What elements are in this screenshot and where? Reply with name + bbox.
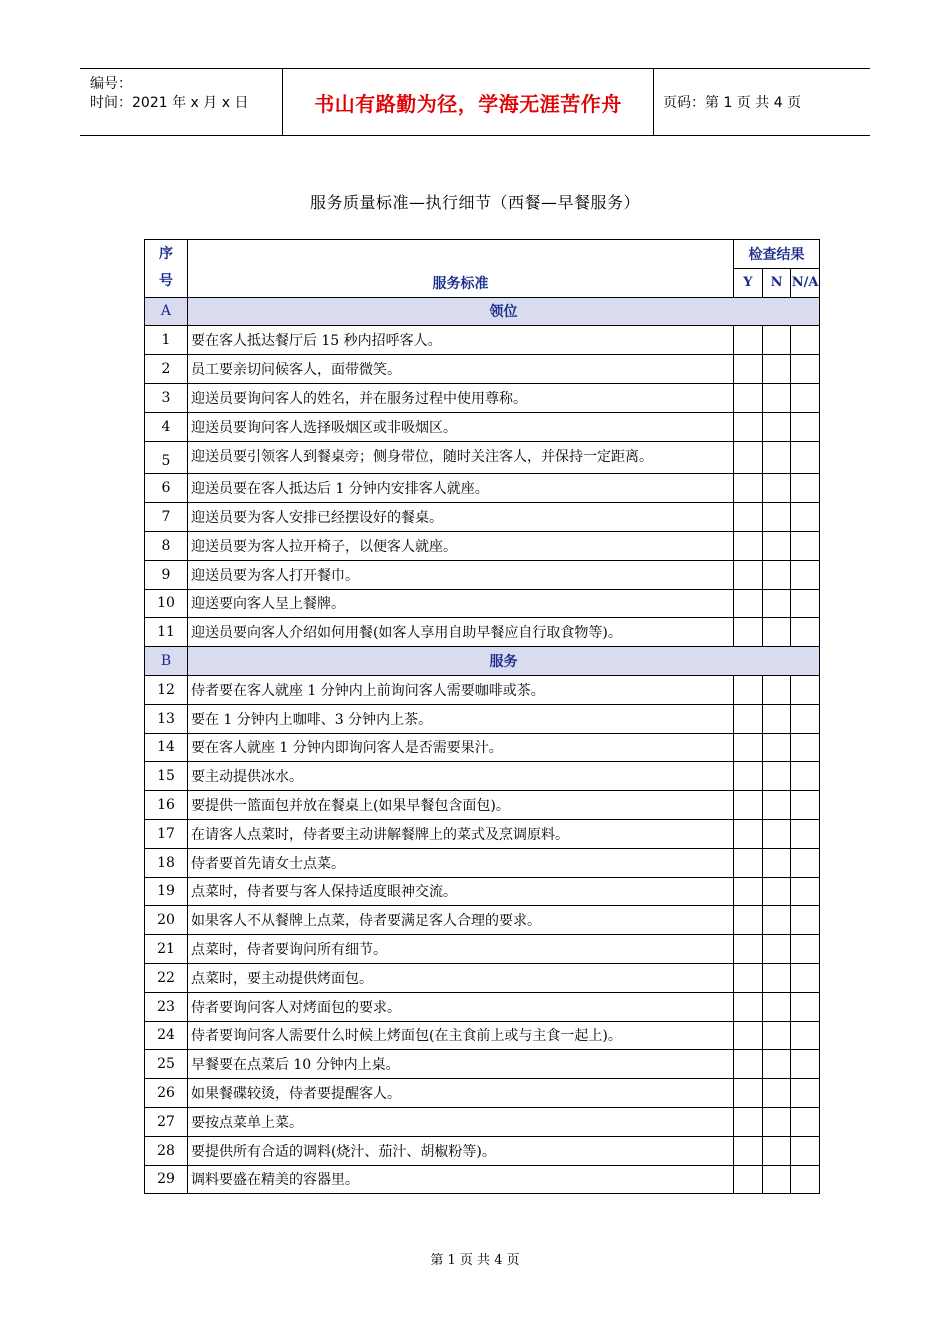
table-row <box>145 474 820 503</box>
row-standard-text: 如果餐碟较烫，侍者要提醒客人。 <box>187 1079 733 1108</box>
check-cell-na[interactable] <box>791 1107 820 1136</box>
check-cell-na[interactable] <box>791 1050 820 1079</box>
check-cell-n[interactable] <box>762 704 791 733</box>
row-number: 25 <box>145 1050 188 1079</box>
table-row <box>145 963 820 992</box>
row-number: 21 <box>145 935 188 964</box>
section-letter: B <box>145 647 188 676</box>
check-cell-na[interactable] <box>791 1136 820 1165</box>
check-cell-n[interactable] <box>762 848 791 877</box>
row-standard-text: 迎送员要为客人安排已经摆设好的餐桌。 <box>187 503 733 532</box>
row-standard-text: 迎送员要询问客人选择吸烟区或非吸烟区。 <box>187 412 733 441</box>
table-row <box>145 1079 820 1108</box>
table-row <box>145 1107 820 1136</box>
row-standard-text: 调料要盛在精美的容器里。 <box>187 1165 733 1194</box>
check-cell-y[interactable] <box>734 819 763 848</box>
table-row <box>145 1050 820 1079</box>
check-cell-n[interactable] <box>762 503 791 532</box>
date-label: 时间：2021 年 x 月 x 日 <box>90 95 249 111</box>
check-cell-y[interactable] <box>734 1136 763 1165</box>
header-n: N <box>762 268 791 297</box>
row-number: 6 <box>145 474 188 503</box>
row-number: 9 <box>145 560 188 589</box>
check-cell-na[interactable] <box>791 474 820 503</box>
row-standard-text: 要主动提供冰水。 <box>187 762 733 791</box>
table-row <box>145 412 820 441</box>
page-footer: 第 1 页 共 4 页 <box>430 1253 520 1268</box>
check-cell-na[interactable] <box>791 503 820 532</box>
table-header-row-1 <box>145 240 820 269</box>
table-row <box>145 355 820 384</box>
check-cell-y[interactable] <box>734 474 763 503</box>
check-cell-y[interactable] <box>734 704 763 733</box>
number-label: 编号： <box>90 76 132 92</box>
check-cell-n[interactable] <box>762 1050 791 1079</box>
check-cell-y[interactable] <box>734 326 763 355</box>
row-number: 13 <box>145 704 188 733</box>
check-cell-y[interactable] <box>734 992 763 1021</box>
check-cell-na[interactable] <box>791 906 820 935</box>
check-cell-n[interactable] <box>762 935 791 964</box>
check-cell-n[interactable] <box>762 441 791 474</box>
check-cell-n[interactable] <box>762 1021 791 1050</box>
table-row <box>145 503 820 532</box>
check-cell-na[interactable] <box>791 531 820 560</box>
table-row <box>145 762 820 791</box>
row-number: 8 <box>145 531 188 560</box>
check-cell-na[interactable] <box>791 675 820 704</box>
check-cell-na[interactable] <box>791 1021 820 1050</box>
row-standard-text: 迎送员要为客人拉开椅子，以便客人就座。 <box>187 531 733 560</box>
check-cell-n[interactable] <box>762 762 791 791</box>
motto: 书山有路勤为径，学海无涯苦作舟 <box>282 69 654 135</box>
row-number: 10 <box>145 589 188 618</box>
check-cell-na[interactable] <box>791 1165 820 1194</box>
check-cell-y[interactable] <box>734 560 763 589</box>
row-standard-text: 侍者要询问客人对烤面包的要求。 <box>187 992 733 1021</box>
section-name: 服务 <box>187 647 819 676</box>
page-label: 页码：第 1 页 共 4 页 <box>663 95 802 111</box>
row-number: 23 <box>145 992 188 1021</box>
check-cell-n[interactable] <box>762 1079 791 1108</box>
check-cell-y[interactable] <box>734 441 763 474</box>
table-row <box>145 848 820 877</box>
check-cell-n[interactable] <box>762 326 791 355</box>
header-y: Y <box>734 268 763 297</box>
table-row <box>145 1021 820 1050</box>
table-row <box>145 589 820 618</box>
check-cell-y[interactable] <box>734 963 763 992</box>
check-cell-y[interactable] <box>734 503 763 532</box>
row-number: 17 <box>145 819 188 848</box>
section-name: 领位 <box>187 297 819 326</box>
table-row <box>145 819 820 848</box>
check-cell-na[interactable] <box>791 733 820 762</box>
header-standard: 服务标准 <box>187 240 733 298</box>
section-row <box>145 647 820 676</box>
check-cell-na[interactable] <box>791 412 820 441</box>
check-cell-na[interactable] <box>791 704 820 733</box>
row-number: 22 <box>145 963 188 992</box>
table-row <box>145 906 820 935</box>
row-number: 29 <box>145 1165 188 1194</box>
row-number: 3 <box>145 383 188 412</box>
row-standard-text: 在请客人点菜时，侍者要主动讲解餐牌上的菜式及烹调原料。 <box>187 819 733 848</box>
check-cell-y[interactable] <box>734 589 763 618</box>
row-standard-text: 要提供所有合适的调料(烧汁、茄汁、胡椒粉等)。 <box>187 1136 733 1165</box>
check-cell-n[interactable] <box>762 560 791 589</box>
row-standard-text: 侍者要询问客人需要什么时候上烤面包(在主食前上或与主食一起上)。 <box>187 1021 733 1050</box>
check-cell-y[interactable] <box>734 675 763 704</box>
check-cell-na[interactable] <box>791 383 820 412</box>
table-row <box>145 560 820 589</box>
check-cell-n[interactable] <box>762 531 791 560</box>
check-cell-n[interactable] <box>762 877 791 906</box>
row-number: 2 <box>145 355 188 384</box>
check-cell-n[interactable] <box>762 589 791 618</box>
row-number: 16 <box>145 791 188 820</box>
check-cell-n[interactable] <box>762 1136 791 1165</box>
check-cell-na[interactable] <box>791 819 820 848</box>
check-cell-y[interactable] <box>734 1079 763 1108</box>
row-standard-text: 侍者要在客人就座 1 分钟内上前询问客人需要咖啡或茶。 <box>187 675 733 704</box>
check-cell-n[interactable] <box>762 791 791 820</box>
row-standard-text: 要提供一篮面包并放在餐桌上(如果早餐包含面包)。 <box>187 791 733 820</box>
check-cell-y[interactable] <box>734 1050 763 1079</box>
check-cell-na[interactable] <box>791 441 820 474</box>
check-cell-n[interactable] <box>762 474 791 503</box>
check-cell-na[interactable] <box>791 762 820 791</box>
check-cell-n[interactable] <box>762 1107 791 1136</box>
check-cell-y[interactable] <box>734 412 763 441</box>
row-number: 5 <box>145 441 188 474</box>
row-standard-text: 迎送员要引领客人到餐桌旁；侧身带位，随时关注客人，并保持一定距离。 <box>187 441 733 474</box>
row-standard-text: 要在客人就座 1 分钟内即询问客人是否需要果汁。 <box>187 733 733 762</box>
check-cell-n[interactable] <box>762 733 791 762</box>
check-cell-na[interactable] <box>791 963 820 992</box>
row-number: 27 <box>145 1107 188 1136</box>
row-number: 19 <box>145 877 188 906</box>
check-cell-n[interactable] <box>762 618 791 647</box>
header-no-line1: 序 <box>158 246 173 263</box>
check-cell-na[interactable] <box>791 560 820 589</box>
table-row <box>145 935 820 964</box>
table-row <box>145 1165 820 1194</box>
check-cell-y[interactable] <box>734 1107 763 1136</box>
table-row <box>145 791 820 820</box>
row-standard-text: 要按点菜单上菜。 <box>187 1107 733 1136</box>
header-meta <box>80 69 282 135</box>
check-cell-y[interactable] <box>734 355 763 384</box>
check-cell-n[interactable] <box>762 412 791 441</box>
check-cell-y[interactable] <box>734 877 763 906</box>
row-standard-text: 如果客人不从餐牌上点菜，侍者要满足客人合理的要求。 <box>187 906 733 935</box>
check-cell-y[interactable] <box>734 383 763 412</box>
service-standard-table <box>144 239 820 1194</box>
check-cell-na[interactable] <box>791 589 820 618</box>
table-row <box>145 531 820 560</box>
check-cell-y[interactable] <box>734 531 763 560</box>
header-no <box>145 240 188 298</box>
section-row <box>145 297 820 326</box>
check-cell-y[interactable] <box>734 762 763 791</box>
table-row <box>145 618 820 647</box>
check-cell-n[interactable] <box>762 906 791 935</box>
row-number: 11 <box>145 618 188 647</box>
check-cell-na[interactable] <box>791 992 820 1021</box>
row-number: 26 <box>145 1079 188 1108</box>
header-check-result: 检查结果 <box>734 240 820 269</box>
row-standard-text: 点菜时，侍者要询问所有细节。 <box>187 935 733 964</box>
check-cell-na[interactable] <box>791 935 820 964</box>
check-cell-na[interactable] <box>791 326 820 355</box>
check-cell-y[interactable] <box>734 791 763 820</box>
check-cell-y[interactable] <box>734 1165 763 1194</box>
check-cell-y[interactable] <box>734 935 763 964</box>
row-number: 7 <box>145 503 188 532</box>
check-cell-na[interactable] <box>791 877 820 906</box>
check-cell-n[interactable] <box>762 383 791 412</box>
row-number: 1 <box>145 326 188 355</box>
row-standard-text: 迎送员要为客人打开餐巾。 <box>187 560 733 589</box>
row-standard-text: 要在 1 分钟内上咖啡、3 分钟内上茶。 <box>187 704 733 733</box>
check-cell-y[interactable] <box>734 1021 763 1050</box>
table-row <box>145 877 820 906</box>
header-na: N/A <box>791 268 820 297</box>
check-cell-y[interactable] <box>734 733 763 762</box>
table-row <box>145 733 820 762</box>
check-cell-na[interactable] <box>791 848 820 877</box>
row-number: 24 <box>145 1021 188 1050</box>
check-cell-y[interactable] <box>734 848 763 877</box>
check-cell-n[interactable] <box>762 992 791 1021</box>
check-cell-n[interactable] <box>762 675 791 704</box>
row-number: 4 <box>145 412 188 441</box>
check-cell-y[interactable] <box>734 906 763 935</box>
check-cell-na[interactable] <box>791 791 820 820</box>
row-number: 28 <box>145 1136 188 1165</box>
table-row <box>145 675 820 704</box>
row-number: 18 <box>145 848 188 877</box>
row-standard-text: 员工要亲切问候客人，面带微笑。 <box>187 355 733 384</box>
row-standard-text: 早餐要在点菜后 10 分钟内上桌。 <box>187 1050 733 1079</box>
row-standard-text: 迎送员要询问客人的姓名，并在服务过程中使用尊称。 <box>187 383 733 412</box>
row-standard-text: 迎送员要在客人抵达后 1 分钟内安排客人就座。 <box>187 474 733 503</box>
check-cell-n[interactable] <box>762 819 791 848</box>
document-title: 服务质量标准—执行细节（西餐—早餐服务） <box>309 193 640 212</box>
check-cell-na[interactable] <box>791 1079 820 1108</box>
check-cell-y[interactable] <box>734 618 763 647</box>
table-row <box>145 326 820 355</box>
row-number: 20 <box>145 906 188 935</box>
row-standard-text: 侍者要首先请女士点菜。 <box>187 848 733 877</box>
table-row <box>145 1136 820 1165</box>
row-number: 15 <box>145 762 188 791</box>
table-row <box>145 704 820 733</box>
row-standard-text: 迎送要向客人呈上餐牌。 <box>187 589 733 618</box>
section-letter: A <box>145 297 188 326</box>
table-row <box>145 992 820 1021</box>
row-standard-text: 点菜时，要主动提供烤面包。 <box>187 963 733 992</box>
document-header <box>80 68 870 136</box>
header-no-line2: 号 <box>158 273 173 290</box>
check-cell-n[interactable] <box>762 963 791 992</box>
row-number: 12 <box>145 675 188 704</box>
row-standard-text: 点菜时，侍者要与客人保持适度眼神交流。 <box>187 877 733 906</box>
check-cell-na[interactable] <box>791 355 820 384</box>
check-cell-n[interactable] <box>762 1165 791 1194</box>
check-cell-n[interactable] <box>762 355 791 384</box>
row-standard-text: 要在客人抵达餐厅后 15 秒内招呼客人。 <box>187 326 733 355</box>
table-row <box>145 441 820 474</box>
table-row <box>145 383 820 412</box>
check-cell-na[interactable] <box>791 618 820 647</box>
row-standard-text: 迎送员要向客人介绍如何用餐(如客人享用自助早餐应自行取食物等)。 <box>187 618 733 647</box>
row-number: 14 <box>145 733 188 762</box>
